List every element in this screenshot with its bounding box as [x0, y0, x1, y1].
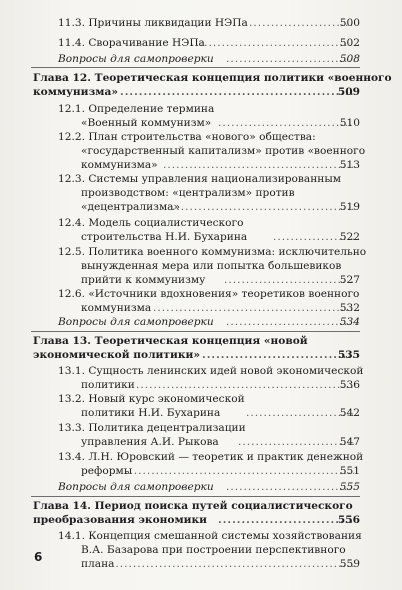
entry-title: политики: [81, 379, 135, 391]
entry-title: коммунизма: [81, 302, 152, 314]
entry-title: производством: «централизм» против: [81, 187, 295, 199]
leader-dots: [226, 315, 354, 329]
chapter-title: Глава 12. Теоретическая концепция политики «военного: [33, 72, 392, 84]
chapter-page: 535: [337, 349, 360, 361]
entry-page: 551: [339, 465, 360, 477]
entry-title: 14.1. Концепция смешанной системы хозяйствования: [58, 530, 362, 542]
leader-dots: [224, 273, 354, 287]
entry-page: 502: [339, 37, 360, 49]
entry-title: политики Н.И. Бухарина: [81, 407, 221, 419]
leader-dots: [226, 480, 354, 494]
entry-page: 547: [339, 436, 360, 448]
entry-page: 513: [339, 159, 360, 171]
entry-title: Вопросы для самопроверки: [58, 481, 214, 493]
entry-page: 532: [339, 302, 360, 314]
entry-title: 12.1. Определение термина: [58, 103, 215, 115]
entry-title: «децентрализма»: [81, 201, 180, 213]
entry-page: 534: [339, 316, 360, 328]
entry-title: 13.2. Новый курс экономической: [58, 393, 245, 405]
page-number: 6: [34, 550, 43, 564]
divider: [31, 496, 360, 497]
chapter-title: экономической политики»: [33, 349, 200, 361]
entry-title: коммунизма»: [81, 159, 158, 171]
leader-dots: [163, 158, 354, 172]
leader-dots: [125, 464, 354, 478]
entry-page: 555: [339, 481, 360, 493]
leader-dots: [246, 406, 354, 420]
chapter-page: 509: [337, 86, 360, 98]
entry-title: 12.3. Системы управления национализированным: [58, 173, 341, 185]
chapter-title: Глава 13. Теоретическая концепция «новой: [33, 335, 308, 347]
leader-dots: [172, 200, 354, 214]
entry-title: реформы: [81, 465, 133, 477]
leader-dots: [202, 348, 354, 362]
entry-title: 12.2. План строительства «нового» общества:: [58, 131, 316, 143]
entry-title: 12.4. Модель социалистического: [58, 217, 244, 229]
entry-page: 536: [339, 379, 360, 391]
entry-title: «Военный коммунизм»: [81, 117, 212, 129]
entry-title: Вопросы для самопроверки: [58, 53, 214, 65]
entry-title: В.А. Базарова при построении перспективного: [81, 544, 346, 556]
entry-page: 559: [339, 558, 360, 570]
divider: [31, 331, 360, 332]
entry-title: 13.1. Сущность ленинских идей новой экономической: [58, 365, 364, 377]
entry-page: 527: [339, 274, 360, 286]
entry-title: 13.3. Политика децентрализации: [58, 422, 246, 434]
entry-page: 510: [339, 117, 360, 129]
chapter-title: коммунизма»: [33, 86, 118, 98]
entry-title: вынужденная мера или попытка большевиков: [81, 260, 342, 272]
leader-dots: [218, 116, 354, 130]
entry-title: «государственный капитализм» против «военного: [81, 145, 366, 157]
leader-dots: [238, 435, 354, 449]
chapter-title: преобразования экономики: [33, 514, 208, 526]
entry-page: 519: [339, 201, 360, 213]
entry-page: 508: [339, 53, 360, 65]
entry-page: 500: [339, 17, 360, 29]
leader-dots: [111, 557, 354, 571]
entry-page: 542: [339, 407, 360, 419]
entry-title: строительства Н.И. Бухарина: [81, 231, 248, 243]
divider: [31, 67, 360, 68]
entry-title: 13.4. Л.Н. Юровский — теоретик и практик денежной: [58, 451, 364, 463]
leader-dots: [153, 301, 354, 315]
leader-dots: [226, 52, 354, 66]
leader-dots: [120, 85, 354, 99]
leader-dots: [218, 513, 354, 527]
entry-title: плана: [81, 558, 115, 570]
entry-title: 12.6. «Источники вдохновения» теоретиков военного: [58, 288, 360, 300]
leader-dots: [136, 378, 354, 392]
leader-dots: [191, 36, 354, 50]
entry-title: управления А.И. Рыкова: [81, 436, 219, 448]
leader-dots: [249, 16, 354, 30]
chapter-page: 556: [337, 514, 360, 526]
chapter-title: Глава 14. Период поиска путей социалистического: [33, 500, 353, 512]
entry-title: 11.4. Сворачивание НЭПа: [58, 37, 205, 49]
entry-title: прийти к коммунизму: [81, 274, 206, 286]
entry-title: 12.5. Политика военного коммунизма: исключительно: [58, 246, 367, 258]
entry-page: 522: [339, 231, 360, 243]
entry-title: 11.3. Причины ликвидации НЭПа: [58, 17, 248, 29]
entry-title: Вопросы для самопроверки: [58, 316, 214, 328]
